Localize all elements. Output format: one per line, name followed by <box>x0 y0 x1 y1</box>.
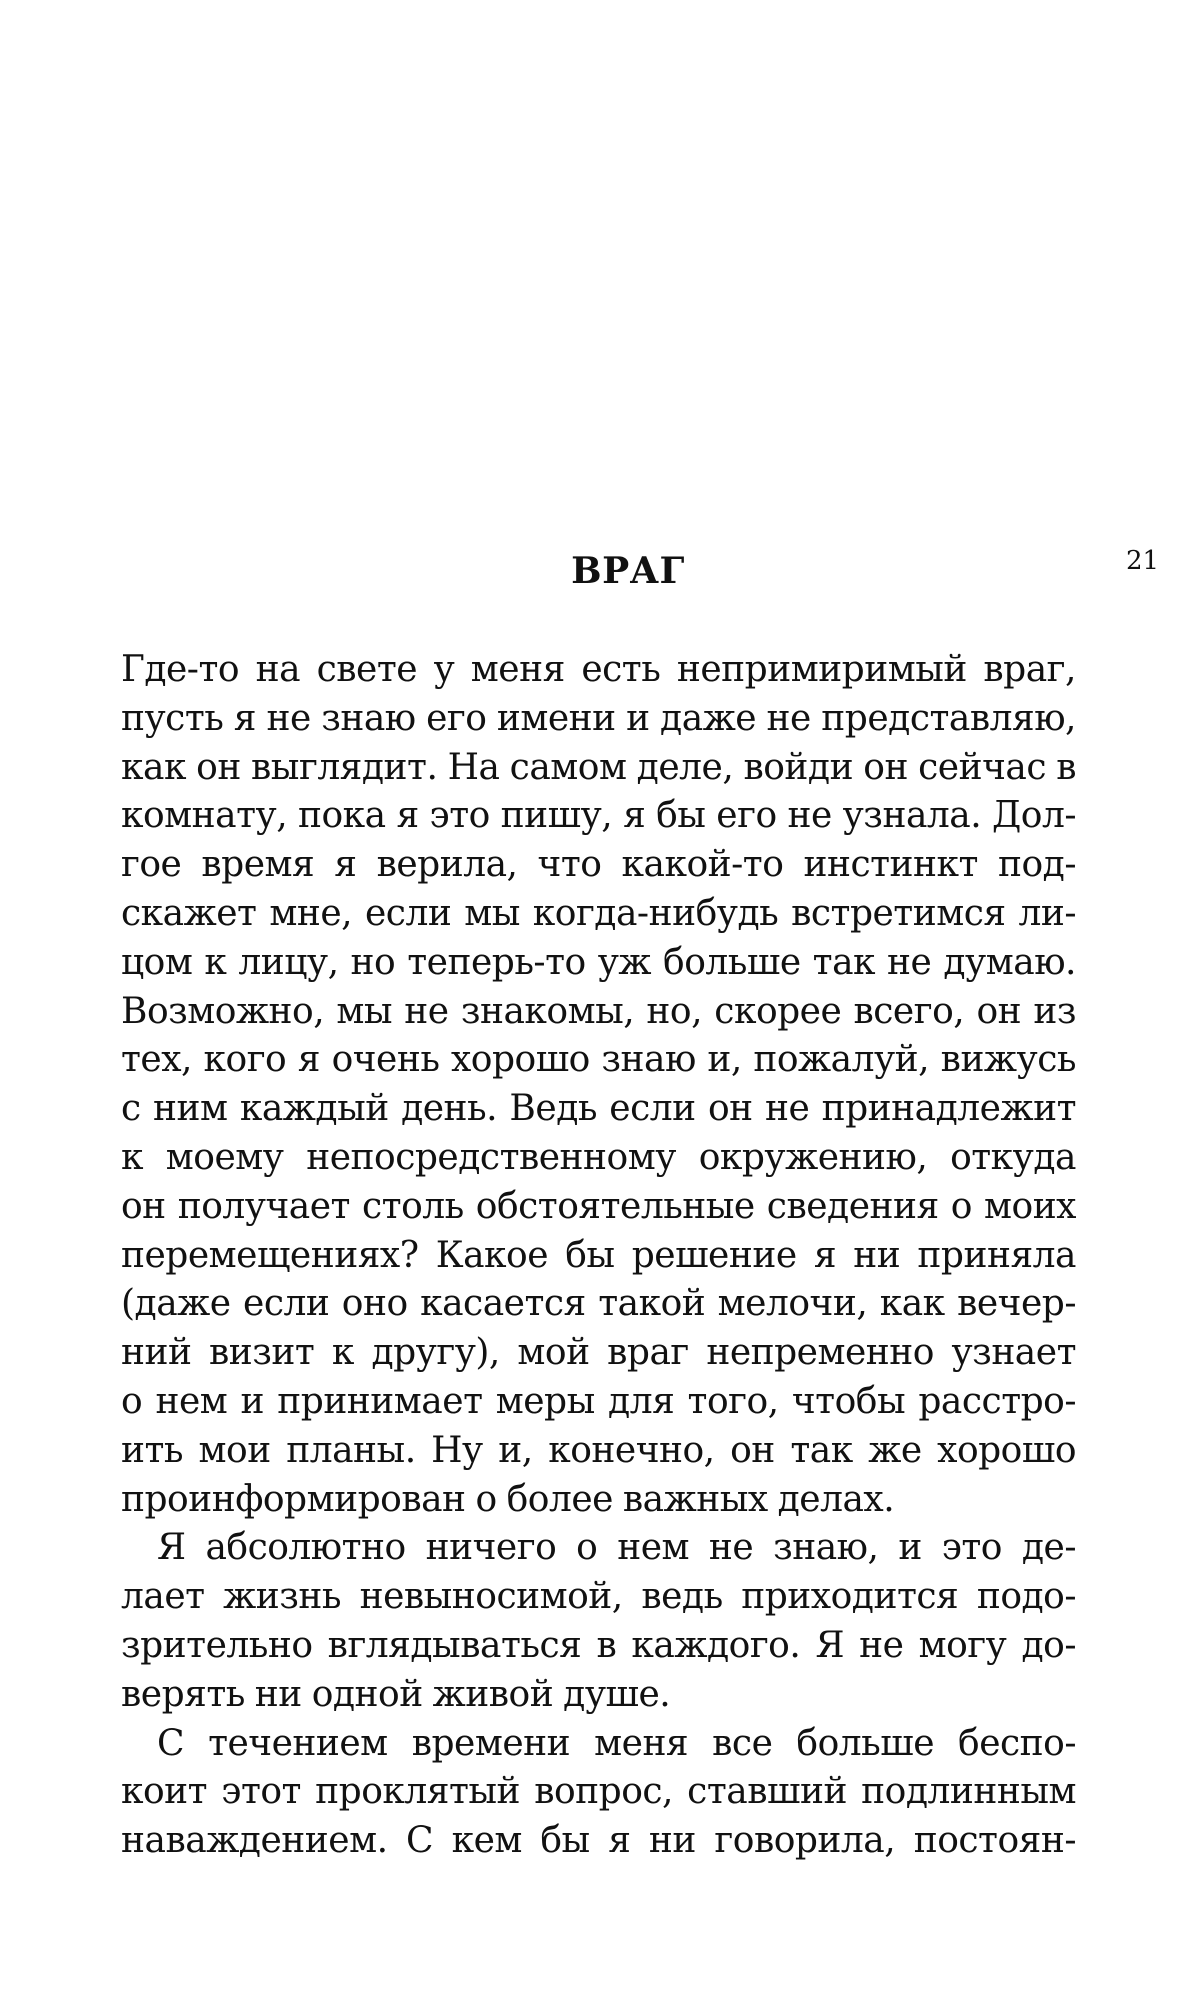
text-line: перемещениях? Какое бы решение я ни приняла <box>121 1234 1076 1276</box>
text-line: пусть я не знаю его имени и даже не представляю, <box>121 697 1076 739</box>
text-line: коит этот проклятый вопрос, ставший подлинным <box>121 1771 1076 1813</box>
text-line: о нем и принимает меры для того, чтобы расстро- <box>121 1380 1076 1422</box>
text-line: он получает столь обстоятельные сведения о моих <box>121 1185 1076 1227</box>
text-line: цом к лицу, но теперь-то уж больше так не думаю. <box>121 941 1076 983</box>
text-line: Я абсолютно ничего о нем не знаю, и это де- <box>157 1527 1076 1569</box>
body-text <box>121 646 1076 1866</box>
text-line: к моему непосредственному окружению, откуда <box>121 1136 1076 1178</box>
text-line: Возможно, мы не знакомы, но, скорее всего, он из <box>121 990 1076 1032</box>
page-number: 21 <box>1126 546 1160 576</box>
chapter-title: ВРАГ <box>571 550 685 592</box>
text-line: тех, кого я очень хорошо знаю и, пожалуй, вижусь <box>121 1039 1076 1081</box>
text-line: как он выглядит. На самом деле, войди он сейчас в <box>121 746 1076 788</box>
text-line: комнату, пока я это пишу, я бы его не узнала. Дол- <box>121 795 1076 837</box>
text-line: верять ни одной живой душе. <box>121 1673 671 1715</box>
text-line: С течением времени меня все больше беспо- <box>157 1722 1076 1764</box>
text-line: лает жизнь невыносимой, ведь приходится подо- <box>121 1576 1076 1618</box>
text-line: зрительно вглядываться в каждого. Я не могу до- <box>121 1624 1076 1666</box>
text-line: проинформирован о более важных делах. <box>121 1478 895 1520</box>
text-line: с ним каждый день. Ведь если он не принадлежит <box>121 1088 1076 1130</box>
text-line: гое время я верила, что какой-то инстинкт под- <box>121 844 1076 886</box>
text-line: (даже если оно касается такой мелочи, как вечер- <box>121 1283 1076 1325</box>
text-line: скажет мне, если мы когда-нибудь встретимся ли- <box>121 892 1076 934</box>
text-line: наваждением. С кем бы я ни говорила, постоян- <box>121 1820 1076 1862</box>
text-line: ить мои планы. Ну и, конечно, он так же хорошо <box>121 1429 1076 1471</box>
text-line: ний визит к другу), мой враг непременно узнает <box>121 1332 1076 1374</box>
text-line: Где-то на свете у меня есть непримиримый враг, <box>121 649 1076 690</box>
